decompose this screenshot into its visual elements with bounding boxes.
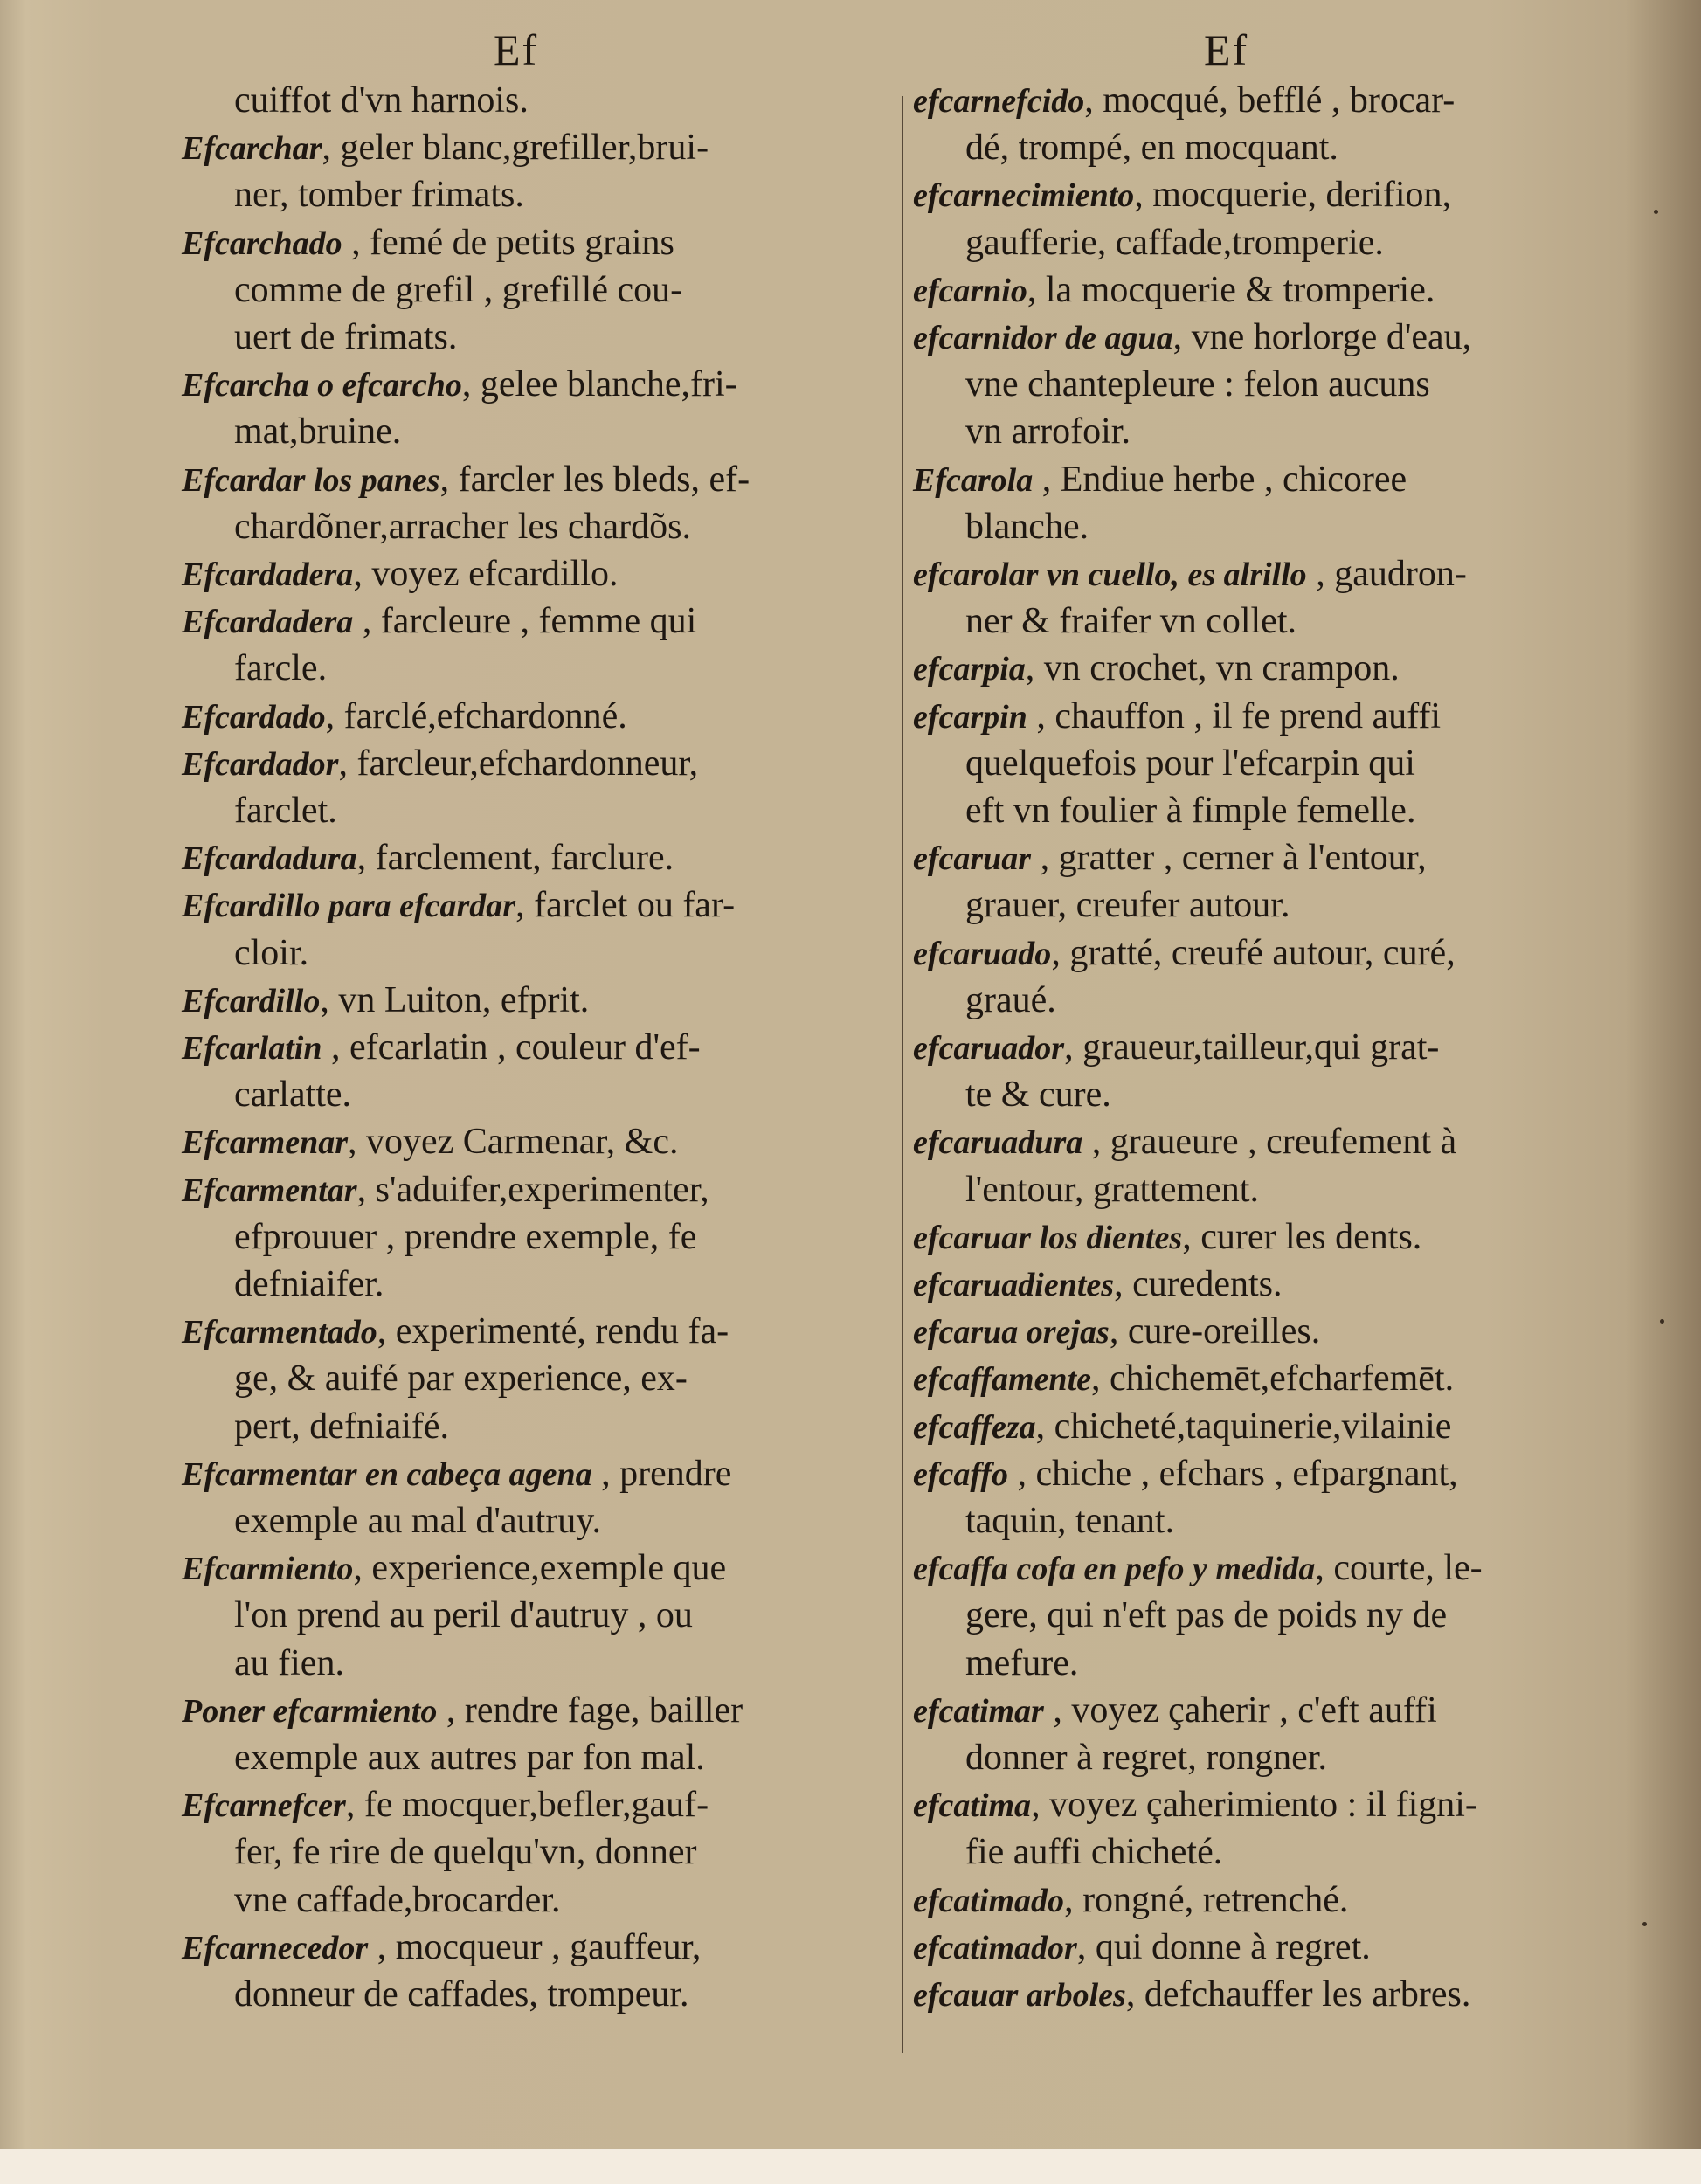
dictionary-line [182,550,619,598]
definition-text: , voyez çaherimiento : il figni- [1031,1785,1477,1826]
definition-text: , voyez çaherir , c'eft auffi [1043,1690,1437,1731]
dictionary-line [234,1876,561,1924]
definition-text: donneur de caffades, trompeur. [234,1974,689,2015]
definition-text: cuiffot d'vn harnois. [234,80,529,121]
headword: Efcardillo [182,982,321,1019]
definition-text: , mocqueur , gauffeur, [368,1926,702,1967]
definition-text: , defchauffer les arbres. [1125,1974,1471,2015]
headword: efcaruadientes [913,1267,1115,1303]
definition-text: efprouuer , prendre exemple, fe [234,1216,697,1257]
definition-text: gaufferie, caffade,tromperie. [965,222,1384,263]
dictionary-line [965,1828,1222,1876]
headword: Efcarmentar en cabeça agena [182,1455,592,1493]
dictionary-line [913,456,1407,504]
dictionary-line [234,314,457,361]
definition-text: , chauffon , il fe prend auffi [1027,695,1441,736]
headword: Efcardador [182,745,339,783]
definition-text: ner & fraifer vn collet. [965,601,1296,642]
dictionary-line [913,693,1441,741]
headword: Efcarola [913,461,1034,499]
headword: efcaruadura [913,1124,1083,1162]
dictionary-line [965,219,1384,266]
definition-text: mefure. [965,1642,1079,1683]
dictionary-line [965,1071,1111,1118]
definition-text: l'entour, grattement. [965,1169,1259,1210]
dictionary-line [913,1261,1283,1309]
definition-text: , cure-oreilles. [1109,1311,1321,1352]
dictionary-line [234,171,524,218]
definition-text: , vne horlorge d'eau, [1172,317,1472,357]
dictionary-line [182,1024,701,1072]
dictionary-line [965,787,1415,834]
dictionary-line [965,598,1296,645]
definition-text: taquin, tenant. [965,1501,1175,1541]
definition-text: , rendre fage, bailler [437,1690,743,1731]
definition-text: graué. [965,979,1056,1020]
definition-text: vn arrofoir. [965,411,1131,453]
definition-text: , geler blanc,grefiller,brui- [322,128,709,169]
definition-text: exemple aux autres par fon mal. [234,1738,705,1778]
dictionary-line [913,1213,1421,1261]
definition-text: comme de grefil , grefillé cou- [234,269,683,310]
dictionary-line [182,1450,731,1498]
definition-text: l'on prend au peril d'autruy , ou [234,1595,693,1636]
headword: Efcarlatin [182,1030,322,1067]
dictionary-line [913,1971,1470,2019]
definition-text: , mocqué, befflé , brocar- [1084,80,1456,121]
dictionary-line [913,645,1400,693]
definition-text: , gratter , cerner à l'entour, [1031,838,1427,879]
dictionary-line [182,834,674,882]
headword: efcarpia [913,651,1026,688]
definition-text: farcle. [234,648,328,689]
definition-text: , farclement, farclure. [356,838,674,879]
dictionary-line [965,503,1089,550]
headword: efcauar arboles [913,1977,1126,2014]
definition-text: , farclet ou far- [515,885,736,926]
headword: Efcardadera [182,556,354,593]
dictionary-line [234,77,529,124]
dictionary-line [913,1403,1451,1451]
dictionary-line [182,1118,679,1166]
headword: Efcardillo para efcardar [182,888,516,925]
headword: efcarnecimiento [913,177,1135,215]
definition-text: mat,bruine. [234,411,402,453]
headword: efcaruado [913,935,1052,972]
definition-text: , s'aduifer,experimenter, [356,1169,709,1210]
definition-text: fie auffi chicheté. [965,1832,1223,1873]
definition-text: , voyez Carmenar, &c. [348,1122,679,1163]
headword: efcaffa cofa en pefo y medida [913,1551,1316,1588]
definition-text: , courte, le- [1315,1548,1483,1589]
definition-text: cloir. [234,932,309,973]
definition-text: chardõner,arracher les chardõs. [234,506,692,547]
dictionary-line [234,408,401,455]
dictionary-line [913,1450,1458,1498]
dictionary-line [965,1640,1078,1687]
dictionary-line [913,1687,1437,1735]
definition-text: uert de frimats. [234,317,458,357]
definition-text: donner à regret, rongner. [965,1738,1327,1778]
dictionary-line [234,1261,384,1308]
definition-text: , voyez efcardillo. [353,554,619,594]
page-bottom-margin [0,2149,1701,2184]
definition-text: pert, defniaifé. [234,1406,450,1447]
dictionary-line [965,1166,1259,1213]
headword: efcarnefcido [913,83,1085,120]
definition-text: , gratté, creufé autour, curé, [1051,932,1456,973]
dictionary-line [234,1071,351,1118]
definition-text: , fe mocquer,befler,gauf- [345,1785,709,1826]
dictionary-line [913,1876,1348,1925]
headword: efcaffeza [913,1408,1036,1446]
headword: efcatimar [913,1692,1044,1730]
headword: Efcarmentado [182,1314,377,1351]
dictionary-line [182,693,627,741]
definition-text: , qui donne à regret. [1076,1926,1371,1967]
definition-text: , graueur,tailleur,qui grat- [1064,1027,1440,1068]
dictionary-line [234,645,327,692]
dictionary-line [182,598,696,646]
definition-text: farclet. [234,791,337,831]
definition-text: quelquefois pour l'efcarpin qui [965,743,1415,784]
definition-text: blanche. [965,506,1089,547]
headword: Efcardar los panes [182,461,440,499]
definition-text: eft vn foulier à fimple femelle. [965,791,1416,831]
headword: efcaffo [913,1455,1009,1493]
dictionary-line [913,930,1456,978]
dictionary-line [182,219,674,267]
headword: efcarpin [913,698,1027,736]
headword: efcaffamente [913,1361,1091,1399]
dictionary-line [965,1734,1327,1781]
dictionary-line [182,881,735,930]
definition-text: , chicheté,taquinerie,vilainie [1035,1406,1452,1447]
definition-text: , mocquerie, derifion, [1134,175,1451,216]
dictionary-line [965,977,1056,1024]
dictionary-line [965,1592,1447,1639]
dictionary-line [182,1687,743,1735]
headword: Efcardado [182,698,326,736]
dictionary-line [913,1024,1439,1072]
dictionary-line [234,1355,688,1402]
running-header-right: Ef [1204,25,1249,74]
definition-text: , gaudron- [1306,554,1467,594]
headword: efcarnio [913,272,1027,309]
dictionary-line [965,1497,1174,1545]
definition-text: defniaifer. [234,1264,384,1304]
definition-text: , chichemēt,efcharfemēt. [1091,1358,1455,1400]
definition-text: te & cure. [965,1075,1111,1116]
definition-text: , farcleur,efchardonneur, [338,743,699,784]
headword: efcatimado [913,1882,1065,1919]
headword: efcarolar vn cuello, es alrillo [913,556,1307,593]
definition-text: dé, trompé, en mocquant. [965,128,1338,169]
dictionary-line [913,834,1427,882]
definition-text: au fien. [234,1642,344,1683]
definition-text: grauer, creufer autour. [965,885,1290,926]
headword: Efcardadura [182,840,357,878]
dictionary-line [913,77,1455,125]
dictionary-line [913,1308,1320,1356]
headword: efcatimador [913,1929,1077,1966]
dictionary-line [234,1497,601,1545]
headword: efcaruador [913,1030,1065,1067]
headword: efcaruar los dientes [913,1219,1183,1256]
headword: Efcarmenar [182,1124,348,1162]
dictionary-line [913,171,1451,219]
dictionary-line [965,124,1338,171]
headword: Efcarnefcer [182,1787,346,1825]
dictionary-line [234,787,337,834]
dictionary-line [234,930,308,977]
column-divider [902,96,903,2053]
headword: Efcarchado [182,225,342,262]
headword: efcarua orejas [913,1314,1110,1351]
headword: Efcarmentar [182,1171,357,1209]
definition-text: , vn crochet, vn crampon. [1025,648,1400,689]
dictionary-line [234,1403,449,1450]
dictionary-line [234,1592,693,1639]
dictionary-line [182,1545,726,1593]
definition-text: , farcler les bleds, ef- [439,459,750,500]
dictionary-line [913,1781,1477,1829]
definition-text: fer, fe rire de quelqu'vn, donner [234,1832,697,1873]
definition-text: , vn Luiton, efprit. [320,979,590,1020]
definition-text: exemple au mal d'autruy. [234,1501,602,1541]
definition-text: , prendre [591,1453,732,1494]
definition-text: , graueure , creufement à [1082,1122,1457,1163]
running-header-left: Ef [494,25,539,74]
headword: Efcarchar [182,130,322,168]
headword: Efcarmiento [182,1551,354,1588]
headword: efcarnidor de agua [913,320,1173,356]
ink-speck [1654,210,1658,214]
dictionary-line [234,503,691,550]
headword: Efcardadera [182,604,354,641]
headword: efcatima [913,1787,1032,1825]
definition-text: , gelee blanche,fri- [461,364,737,405]
dictionary-line [913,266,1435,314]
dictionary-line [234,1971,689,2018]
headword: efcaruar [913,840,1032,878]
definition-text: , rongné, retrenché. [1064,1879,1349,1920]
dictionary-line [182,1781,709,1829]
dictionary-line [913,1118,1456,1166]
dictionary-line [234,1640,344,1687]
definition-text: , efcarlatin , couleur d'ef- [322,1027,701,1068]
dictionary-line [182,977,589,1025]
definition-text: vne caffade,brocarder. [234,1879,561,1920]
dictionary-line [913,1355,1454,1403]
definition-text: , experience,exemple que [353,1548,727,1589]
dictionary-line [965,881,1290,929]
dictionary-line [182,1924,701,1972]
dictionary-line [182,456,750,504]
dictionary-line [913,1924,1371,1972]
definition-text: , Endiue herbe , chicoree [1033,459,1407,500]
headword: Efcarcha o efcarcho [182,367,462,404]
definition-text: , experimenté, rendu fa- [377,1311,729,1352]
definition-text: , farcleure , femme qui [353,601,697,642]
dictionary-line [965,408,1131,455]
definition-text: , chiche , efchars , efpargnant, [1008,1453,1458,1494]
dictionary-line [234,1734,705,1781]
definition-text: , curedents. [1114,1264,1283,1304]
definition-text: , la mocquerie & tromperie. [1027,269,1435,310]
dictionary-line [182,1166,709,1214]
dictionary-line [913,550,1467,598]
definition-text: vne chantepleure : felon aucuns [965,364,1430,405]
definition-text: ner, tomber frimats. [234,175,524,216]
dictionary-line [182,1308,729,1356]
dictionary-line [913,1545,1483,1593]
dictionary-line [913,314,1471,362]
dictionary-line [182,124,709,172]
definition-text: carlatte. [234,1075,352,1116]
definition-text: , farclé,efchardonné. [325,695,627,736]
dictionary-line [965,740,1415,787]
definition-text: , femé de petits grains [342,222,674,263]
definition-text: gere, qui n'eft pas de poids ny de [965,1595,1448,1636]
definition-text: , curer les dents. [1182,1216,1422,1257]
ink-speck [1660,1319,1664,1324]
headword: Efcarnecedor [182,1929,369,1966]
ink-speck [1642,1922,1647,1926]
definition-text: ge, & auifé par experience, ex- [234,1358,688,1400]
dictionary-line [234,1213,696,1261]
dictionary-line [234,1828,697,1876]
dictionary-line [234,266,682,314]
dictionary-line [182,361,737,409]
headword: Poner efcarmiento [182,1692,438,1730]
dictionary-line [965,361,1430,408]
dictionary-line [182,740,698,788]
